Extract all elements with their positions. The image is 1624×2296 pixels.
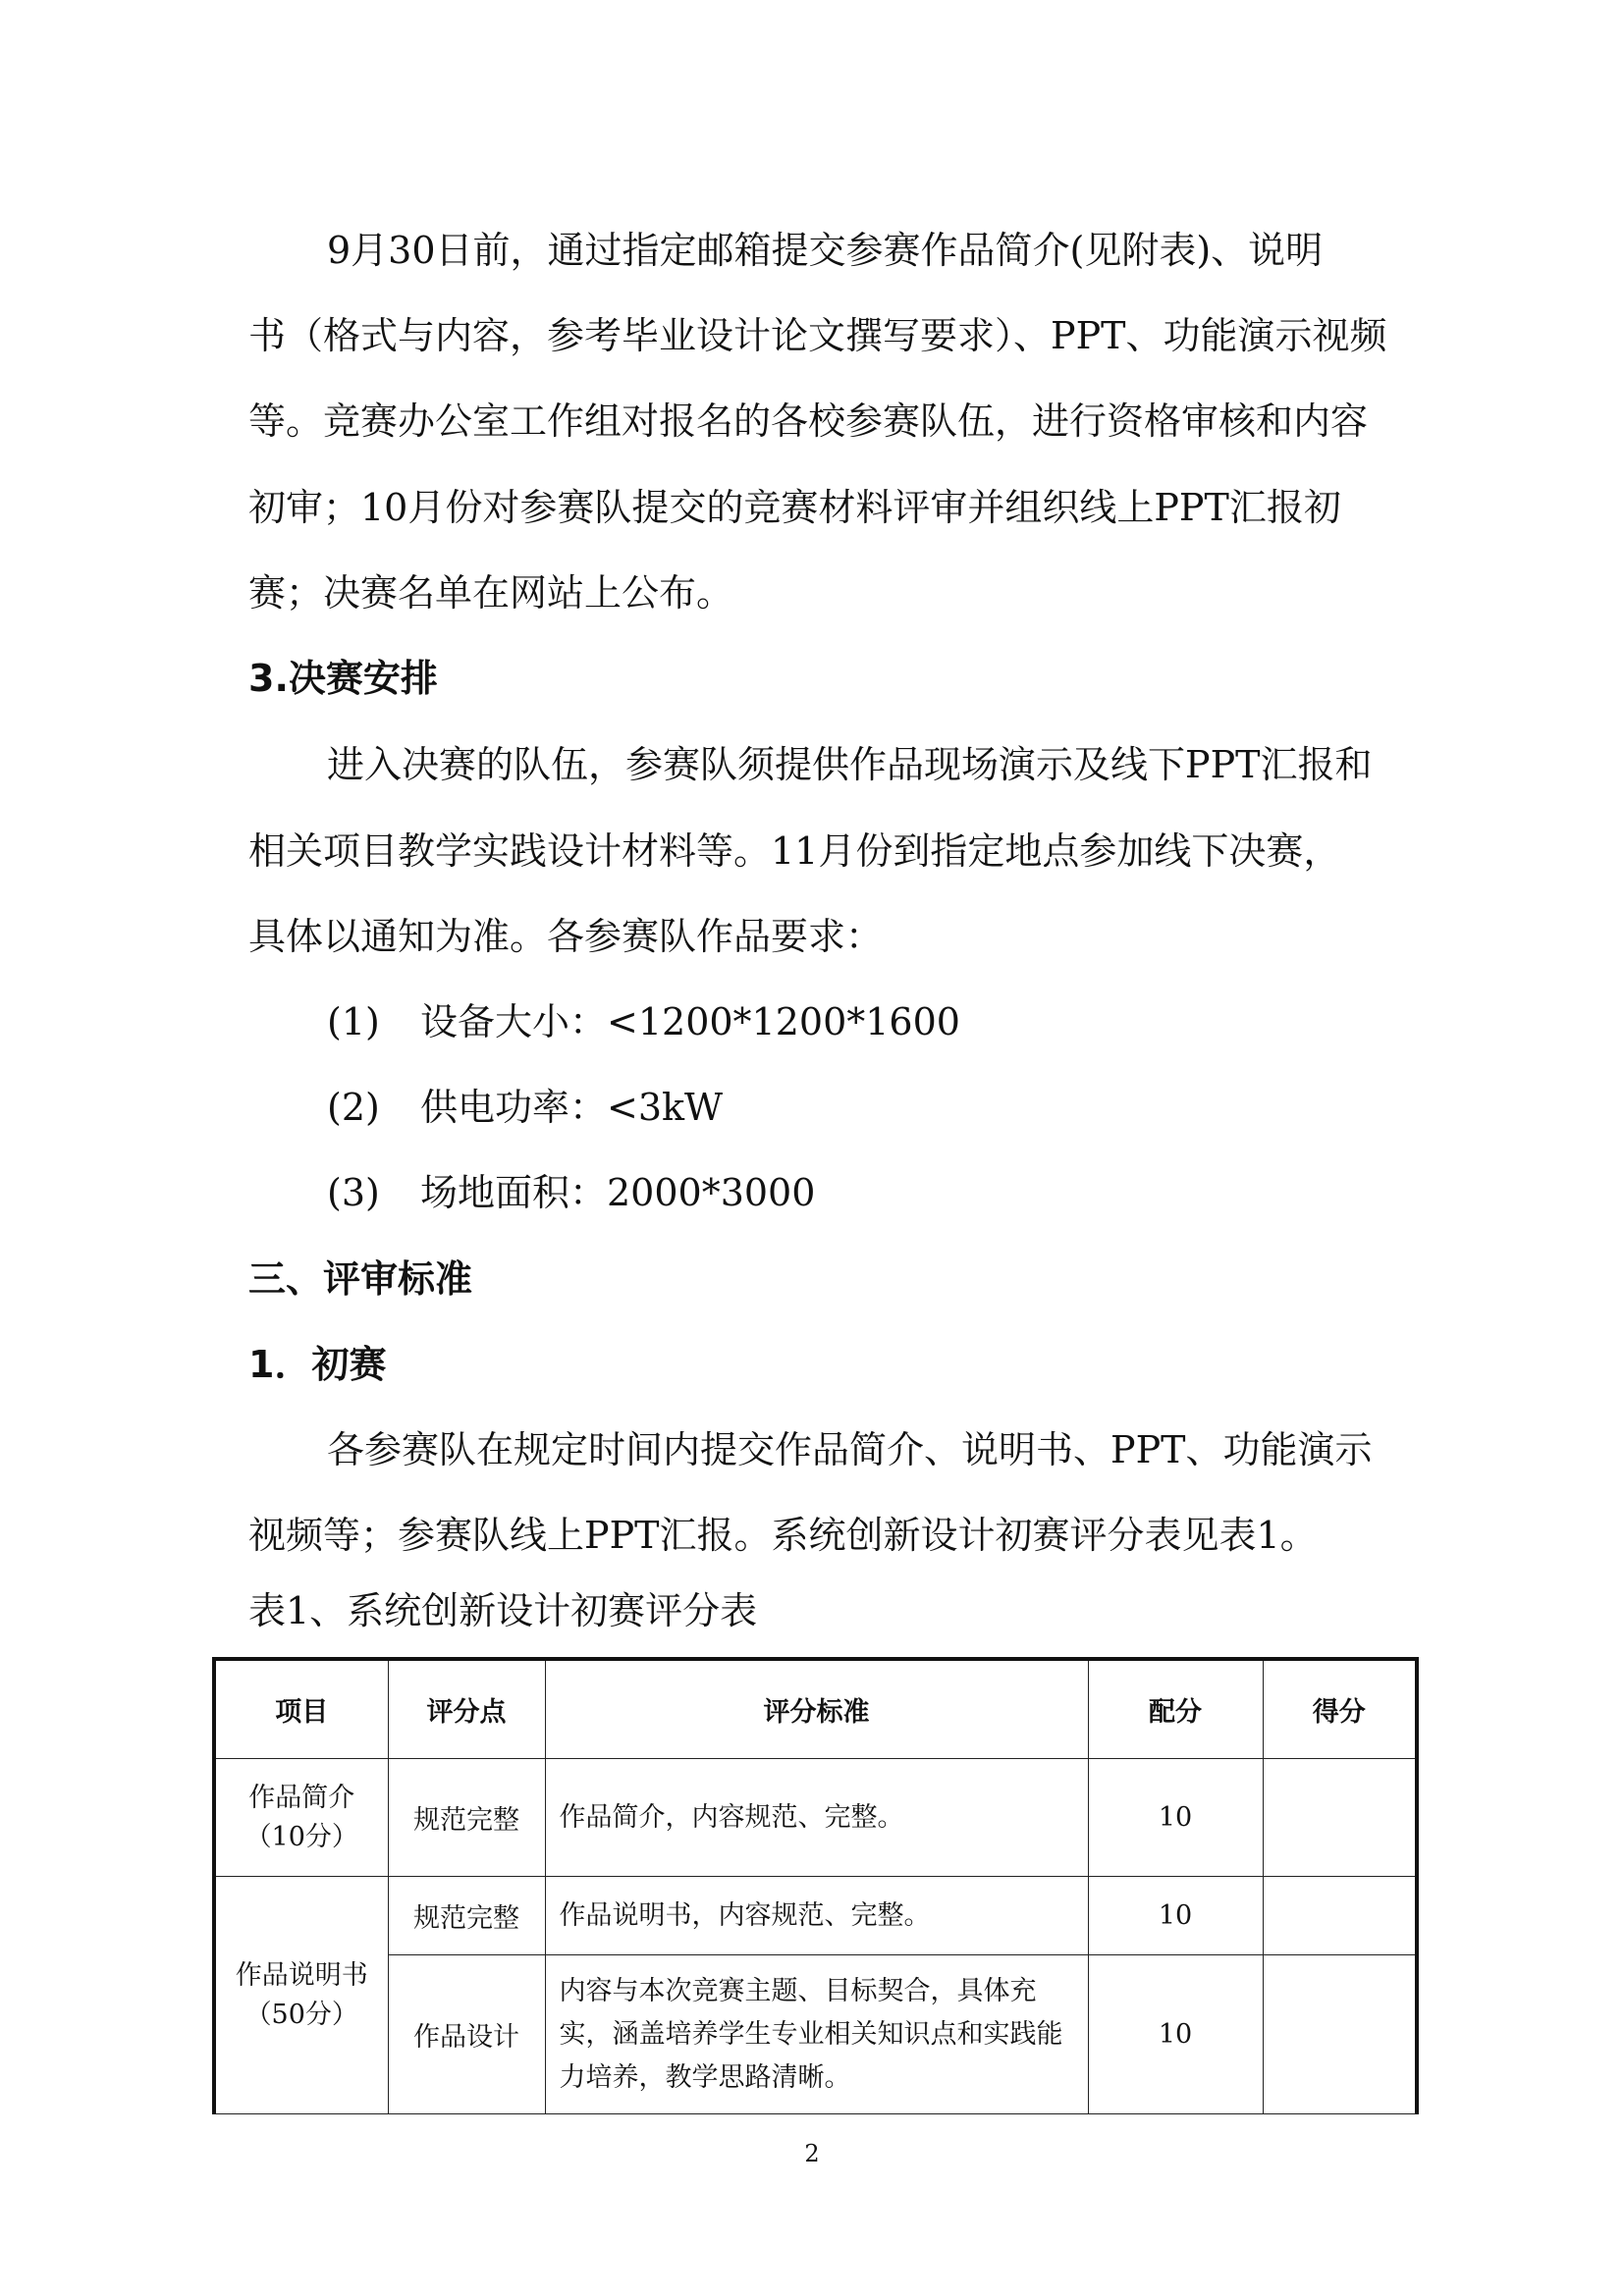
cell-got [1263, 1759, 1417, 1877]
cell-point: 作品设计 [388, 1955, 545, 2114]
paragraph-line: 视频等；参赛队线上PPT汇报。系统创新设计初赛评分表见表1。 [248, 1514, 1318, 1557]
cell-item: 作品说明书 （50分） [214, 1877, 388, 2114]
paragraph-line: 初审；10月份对参赛队提交的竞赛材料评审并组织线上PPT汇报初 [248, 486, 1341, 529]
requirement-number: (2) [327, 1086, 380, 1129]
table-row [214, 1955, 1417, 2114]
paragraph-line: 进入决赛的队伍，参赛队须提供作品现场演示及线下PPT汇报和 [327, 743, 1373, 786]
requirement-text: 设备大小：<1200*1200*1600 [420, 1000, 960, 1043]
table-row [214, 1877, 1417, 1955]
requirement-number: (1) [327, 1000, 380, 1043]
section-heading-criteria: 三、评审标准 [248, 1257, 473, 1301]
cell-point: 规范完整 [388, 1759, 545, 1877]
header-criterion: 评分标准 [545, 1659, 1088, 1759]
cell-score: 10 [1088, 1877, 1263, 1955]
paragraph-line: 具体以通知为准。各参赛队作品要求： [248, 915, 884, 958]
page-number: 2 [804, 2140, 820, 2167]
cell-criterion: 作品说明书，内容规范、完整。 [545, 1877, 1088, 1955]
cell-got [1263, 1955, 1417, 2114]
section-heading-final: 3.决赛安排 [248, 657, 438, 700]
header-point: 评分点 [388, 1659, 545, 1759]
section-heading-prelim: 1．初赛 [248, 1343, 387, 1386]
requirement-item [327, 1162, 815, 1216]
table-row [214, 1759, 1417, 1877]
cell-score: 10 [1088, 1955, 1263, 2114]
requirement-text: 供电功率：<3kW [420, 1086, 724, 1129]
cell-score: 10 [1088, 1759, 1263, 1877]
paragraph-line: 等。竞赛办公室工作组对报名的各校参赛队伍，进行资格审核和内容 [248, 400, 1369, 443]
paragraph-line: 书（格式与内容，参考毕业设计论文撰写要求）、PPT、功能演示视频 [248, 314, 1387, 357]
paragraph-line: 赛；决赛名单在网站上公布。 [248, 571, 734, 614]
scoring-table [212, 1657, 1419, 2114]
header-got: 得分 [1263, 1659, 1417, 1759]
requirement-item [327, 1077, 723, 1131]
requirement-item [327, 991, 960, 1045]
paragraph-line: 9月30日前，通过指定邮箱提交参赛作品简介(见附表)、说明 [327, 229, 1324, 272]
requirement-text: 场地面积：2000*3000 [420, 1171, 816, 1214]
cell-point: 规范完整 [388, 1877, 545, 1955]
table-caption: 表1、系统创新设计初赛评分表 [248, 1589, 758, 1632]
cell-criterion: 作品简介，内容规范、完整。 [545, 1759, 1088, 1877]
table-header-row [214, 1659, 1417, 1759]
cell-got [1263, 1877, 1417, 1955]
header-score: 配分 [1088, 1659, 1263, 1759]
header-item: 项目 [214, 1659, 388, 1759]
cell-item: 作品简介 （10分） [214, 1759, 388, 1877]
paragraph-line: 各参赛队在规定时间内提交作品简介、说明书、PPT、功能演示 [327, 1428, 1373, 1471]
paragraph-line: 相关项目教学实践设计材料等。11月份到指定地点参加线下决赛， [248, 829, 1341, 873]
requirement-number: (3) [327, 1171, 380, 1214]
cell-criterion: 内容与本次竞赛主题、目标契合，具体充实，涵盖培养学生专业相关知识点和实践能力培养，教学思路清晰。 [545, 1955, 1088, 2114]
